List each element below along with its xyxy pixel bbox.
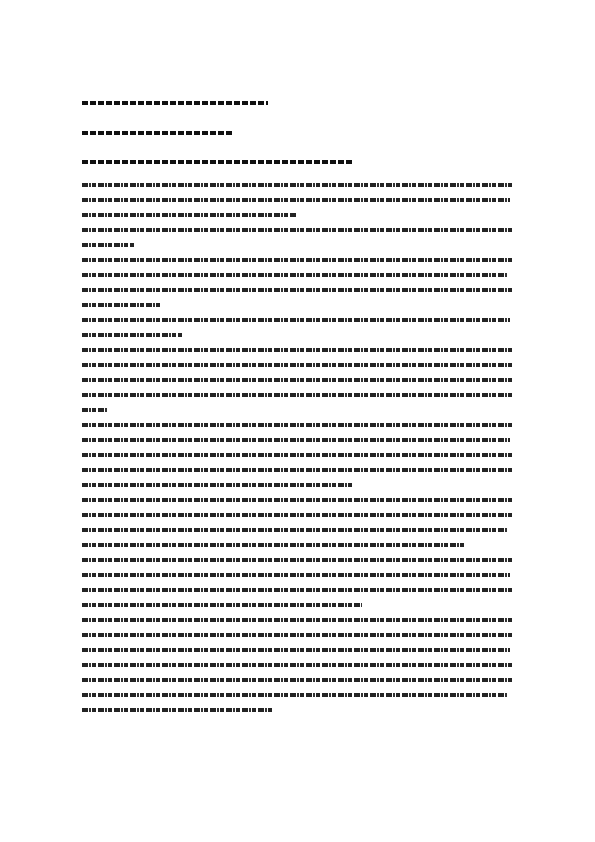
text-line — [82, 213, 296, 217]
document-title — [82, 101, 268, 105]
text-line — [82, 618, 514, 622]
text-line — [82, 438, 510, 442]
body-text — [82, 183, 514, 723]
text-line — [82, 258, 514, 262]
text-line — [82, 228, 512, 232]
text-line — [82, 288, 512, 292]
text-line — [82, 318, 510, 322]
text-line — [82, 348, 512, 352]
text-line — [82, 663, 512, 667]
text-line — [82, 603, 362, 607]
text-line — [82, 543, 464, 547]
text-line — [82, 333, 182, 337]
text-line — [82, 198, 510, 202]
text-line — [82, 573, 510, 577]
section-heading — [82, 160, 352, 164]
text-line — [82, 183, 514, 187]
text-line — [82, 708, 272, 712]
text-line — [82, 468, 512, 472]
text-line — [82, 363, 514, 367]
text-line — [82, 588, 514, 592]
text-line — [82, 558, 512, 562]
text-line — [82, 273, 508, 277]
text-line — [82, 393, 512, 397]
text-line — [82, 303, 160, 307]
text-line — [82, 483, 352, 487]
text-line — [82, 453, 512, 457]
text-line — [82, 693, 508, 697]
text-line — [82, 528, 508, 532]
text-line — [82, 498, 514, 502]
text-line — [82, 678, 514, 682]
text-line — [82, 513, 512, 517]
text-line — [82, 423, 514, 427]
text-line — [82, 648, 510, 652]
text-line — [82, 633, 512, 637]
document-subtitle — [82, 131, 232, 135]
text-line — [82, 243, 134, 247]
text-line — [82, 408, 108, 412]
text-line — [82, 378, 512, 382]
